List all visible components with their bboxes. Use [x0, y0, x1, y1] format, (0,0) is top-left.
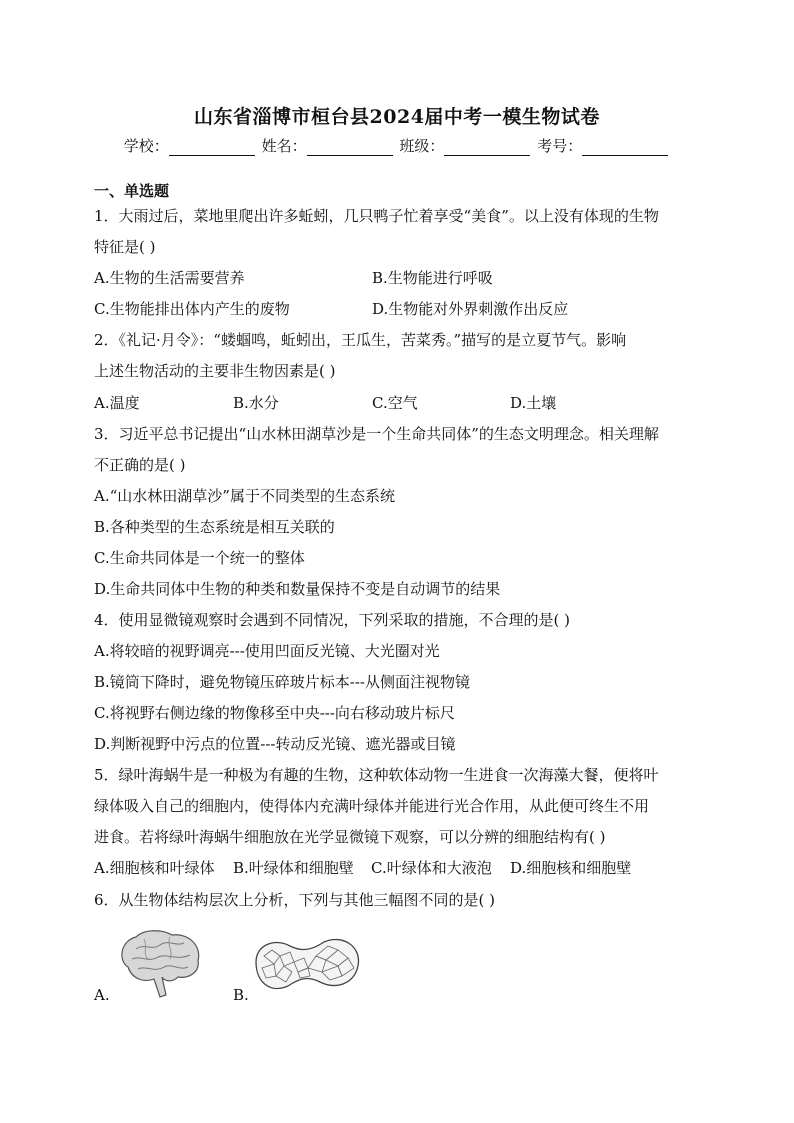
- q3-option-d[interactable]: D.生命共同体中生物的种类和数量保持不变是自动调节的结果: [94, 580, 501, 598]
- q6-option-a-label[interactable]: A.: [94, 986, 110, 1004]
- q2-option-a[interactable]: A.温度: [94, 394, 140, 412]
- exam-title: 山东省淄博市桓台县2024届中考一模生物试卷: [194, 106, 600, 128]
- class-label: 班级：: [399, 137, 445, 155]
- q3-option-b[interactable]: B.各种类型的生态系统是相互关联的: [94, 518, 335, 536]
- q3-stem-line-1: 3．习近平总书记提出“山水林田湖草沙是一个生命共同体”的生态文明理念。相关理解: [94, 425, 659, 443]
- q1-stem-line-1: 1．大雨过后，菜地里爬出许多蚯蚓，几只鸭子忙着享受“美食”。以上没有体现的生物: [94, 207, 659, 225]
- q1-option-b[interactable]: B.生物能进行呼吸: [372, 269, 493, 287]
- q1-option-a[interactable]: A.生物的生活需要营养: [94, 269, 245, 287]
- q5-option-d[interactable]: D.细胞核和细胞壁: [510, 859, 632, 877]
- q2-option-c[interactable]: C.空气: [372, 394, 418, 412]
- q5-stem-line-3: 进食。若将绿叶海蜗牛细胞放在光学显微镜下观察，可以分辨的细胞结构有( ): [94, 828, 606, 846]
- q2-stem-line-1: 2．《礼记·月令》：“蝼蝈鸣，蚯蚓出，王瓜生，苦菜秀。”描写的是立夏节气。影响: [94, 331, 627, 349]
- q4-option-d[interactable]: D.判断视野中污点的位置---转动反光镜、遮光器或目镜: [94, 735, 456, 753]
- q2-option-b[interactable]: B.水分: [233, 394, 279, 412]
- q4-option-a[interactable]: A.将较暗的视野调亮---使用凹面反光镜、大光圈对光: [94, 642, 440, 660]
- q5-option-b[interactable]: B.叶绿体和细胞壁: [233, 859, 354, 877]
- name-label: 姓名：: [261, 137, 307, 155]
- q1-option-c[interactable]: C.生物能排出体内产生的废物: [94, 300, 290, 318]
- q3-option-a[interactable]: A.“山水林田湖草沙”属于不同类型的生态系统: [94, 487, 395, 505]
- q3-option-c[interactable]: C.生命共同体是一个统一的整体: [94, 549, 305, 567]
- q4-stem-line-1: 4．使用显微镜观察时会遇到不同情况，下列采取的措施，不合理的是( ): [94, 611, 571, 629]
- q5-stem-line-1: 5．绿叶海蜗牛是一种极为有趣的生物，这种软体动物一生进食一次海藻大餐，便将叶: [94, 766, 659, 784]
- q4-option-b[interactable]: B.镜筒下降时，避免物镜压碎玻片标本---从侧面注视物镜: [94, 673, 470, 691]
- q4-option-c[interactable]: C.将视野右侧边缘的物像移至中央---向右移动玻片标尺: [94, 704, 455, 722]
- q2-stem-line-2: 上述生物活动的主要非生物因素是( ): [94, 362, 336, 380]
- q1-stem-line-2: 特征是( ): [94, 238, 156, 256]
- class-blank[interactable]: [444, 141, 530, 156]
- student-info-row: [0, 135, 794, 156]
- school-label: 学校：: [123, 137, 169, 155]
- brain-image: [114, 927, 206, 999]
- q3-stem-line-2: 不正确的是( ): [94, 456, 186, 474]
- q5-stem-line-2: 绿体吸入自己的细胞内，使得体内充满叶绿体并能进行光合作用，从此便可终生不用: [94, 797, 650, 815]
- exam-number-blank[interactable]: [582, 141, 668, 156]
- q6-option-b-label[interactable]: B.: [233, 986, 249, 1004]
- q5-option-a[interactable]: A.细胞核和叶绿体: [94, 859, 215, 877]
- q1-option-d[interactable]: D.生物能对外界刺激作出反应: [372, 300, 569, 318]
- q5-option-c[interactable]: C.叶绿体和大液泡: [371, 859, 492, 877]
- q6-stem-line-1: 6．从生物体结构层次上分析，下列与其他三幅图不同的是( ): [94, 891, 496, 909]
- peanut-image: [250, 934, 364, 996]
- section-title: 一、单选题: [94, 182, 170, 200]
- exam-number-label: 考号：: [537, 137, 583, 155]
- q2-option-d[interactable]: D.土壤: [510, 394, 557, 412]
- school-blank[interactable]: [169, 141, 255, 156]
- name-blank[interactable]: [307, 141, 393, 156]
